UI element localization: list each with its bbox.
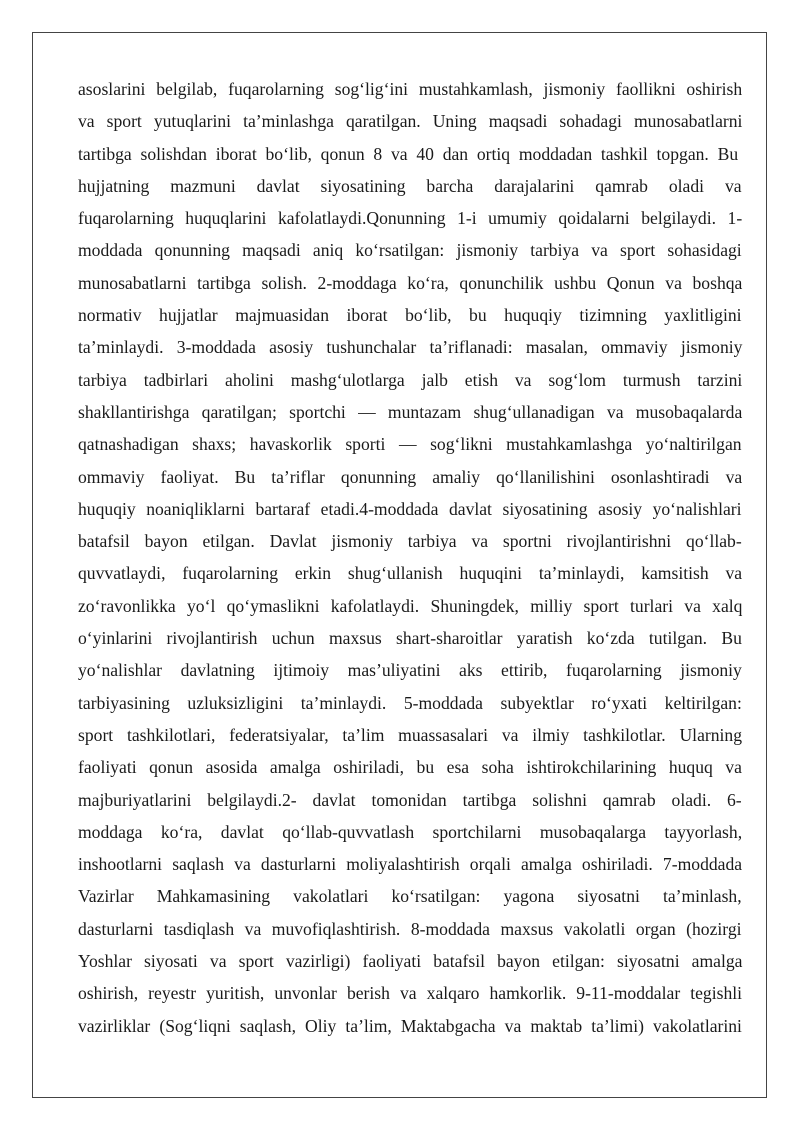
text-line: o‘yinlarini rivojlantirish uchun maxsus shart-sharoitlar yaratish ko‘zda tutilgan. Bu (78, 628, 742, 649)
text-line: faoliyati qonun asosida amalga oshiriladi, bu esa soha ishtirokchilarining huquq va (78, 757, 742, 778)
text-line: tarbiyasining uzluksizligini ta’minlaydi. 5-moddada subyektlar ro‘yxati keltirilgan: (78, 692, 742, 713)
text-line: sport tashkilotlari, federatsiyalar, ta’lim muassasalari va ilmiy tashkilotlar. Ularning (78, 724, 743, 745)
text-line: shakllantirishga qaratilgan; sportchi — muntazam shug‘ullanadigan va musobaqalarda (78, 401, 743, 422)
text-line: tartibga solishdan iborat bo‘lib, qonun 8 va 40 dan ortiq moddadan tashkil topgan. Bu (78, 143, 739, 164)
text-line: zo‘ravonlikka yo‘l qo‘ymaslikni kafolatlaydi. Shuningdek, milliy sport turlari va xalq (78, 595, 743, 616)
text-line: moddaga ko‘ra, davlat qo‘llab-quvvatlash sportchilarni musobaqalarga tayyorlash, (78, 821, 743, 842)
text-line: ta’minlaydi. 3-moddada asosiy tushunchalar ta’riflanadi: masalan, ommaviy jismoniy (78, 337, 743, 358)
text-line: quvvatlaydi, fuqarolarning erkin shug‘ullanish huquqini ta’minlaydi, kamsitish va (78, 563, 743, 584)
text-line: hujjatning mazmuni davlat siyosatining barcha darajalarini qamrab oladi va (78, 175, 742, 196)
text-line: vazirliklar (Sog‘liqni saqlash, Oliy ta’lim, Maktabgacha va maktab ta’limi) vakolatlarini (78, 1015, 742, 1036)
text-line: asoslarini belgilab, fuqarolarning sog‘lig‘ini mustahkamlash, jismoniy faollikni oshirish (78, 79, 743, 99)
text-line: yo‘nalishlar davlatning ijtimoiy mas’uliyatini aks ettirib, fuqarolarning jismoniy (78, 660, 742, 681)
text-line: moddada qonunning maqsadi aniq ko‘rsatilgan: jismoniy tarbiya va sport sohasidagi (78, 240, 742, 261)
text-line: ommaviy faoliyat. Bu ta’riflar qonunning amaliy qo‘llanilishini osonlashtiradi va (78, 466, 743, 487)
text-line: inshootlarni saqlash va dasturlarni moliyalashtirish orqali amalga oshiriladi. 7-moddada (78, 854, 743, 875)
text-line: va sport yutuqlarini ta’minlashga qaratilgan. Uning maqsadi sohadagi munosabatlarni (78, 111, 743, 132)
text-line: oshirish, reyestr yuritish, unvonlar berish va xalqaro hamkorlik. 9-11-moddalar tegishli (78, 983, 743, 1004)
text-line: Yoshlar siyosati va sport vazirligi) faoliyati batafsil bayon etilgan: siyosatni amalga (78, 951, 743, 972)
text-line: Vazirlar Mahkamasining vakolatlari ko‘rsatilgan: yagona siyosatni ta’minlash, (78, 886, 742, 907)
text-line: qatnashadigan shaxs; havaskorlik sporti — sog‘likni mustahkamlashga yo‘naltirilgan (78, 434, 742, 455)
text-line: huquqiy noaniqliklarni bartaraf etadi.4-moddada davlat siyosatining asosiy yo‘nalishlari (78, 498, 742, 519)
text-line: majburiyatlarini belgilaydi.2- davlat tomonidan tartibga solishni qamrab oladi. 6- (78, 789, 742, 810)
document-body (78, 73, 742, 1042)
text-line: batafsil bayon etilgan. Davlat jismoniy tarbiya va sportni rivojlantirishni qo‘llab- (78, 531, 742, 552)
text-line: munosabatlarni tartibga solish. 2-moddaga ko‘ra, qonunchilik ushbu Qonun va boshqa (78, 272, 743, 293)
text-line: fuqarolarning huquqlarini kafolatlaydi.Qonunning 1-i umumiy qoidalarni belgilaydi. 1- (78, 208, 743, 229)
text-line: tarbiya tadbirlari aholini mashg‘ulotlarga jalb etish va sog‘lom turmush tarzini (78, 369, 743, 390)
text-line: normativ hujjatlar majmuasidan iborat bo‘lib, bu huquqiy tizimning yaxlitligini (78, 305, 742, 326)
text-line: dasturlarni tasdiqlash va muvofiqlashtirish. 8-moddada maxsus vakolatli organ (hozirgi (78, 918, 742, 939)
